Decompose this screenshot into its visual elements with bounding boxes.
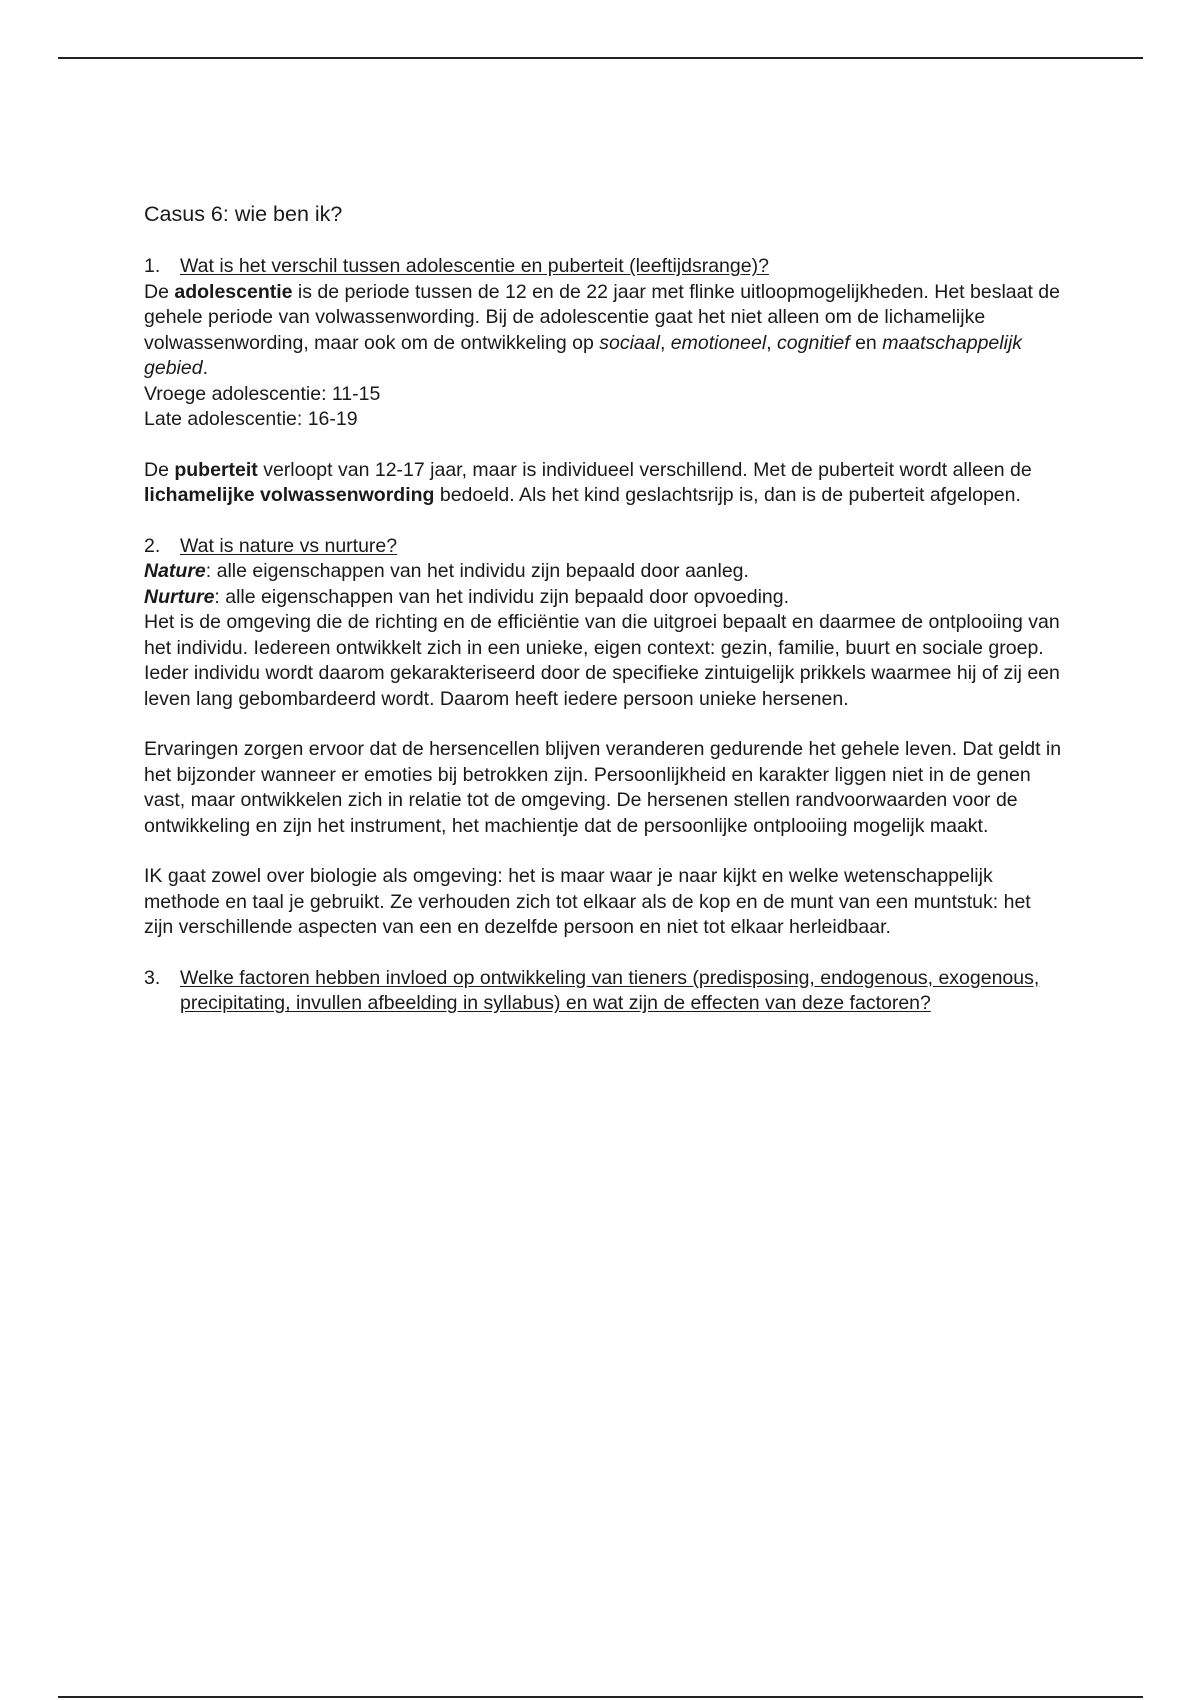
vroege-adolescentie-line: Vroege adolescentie: 11-15 [144,382,381,405]
pub-text-2: verloopt van 12-17 jaar, maar is individueel verschillend. Met de puberteit wordt alleen de [257,458,1032,481]
question-3 [144,966,1064,1017]
nature-text: : alle eigenschappen van het individu zijn bepaald door aanleg. [205,560,749,582]
document-body [144,200,1064,1017]
question-3-number: 3. [144,966,161,989]
nurture-label: Nurture [144,585,215,608]
question-1-text: Wat is het verschil tussen adolescentie en puberteit (leeftijdsrange)? [180,255,769,277]
spacer [144,839,1064,864]
adol-text-3: , [659,331,671,354]
adolescentie-paragraph [144,280,1064,382]
adol-text-6: . [202,357,208,379]
question-2-number: 2. [144,534,161,557]
spacer [144,941,1064,966]
pub-text-1: De [144,458,175,481]
adol-text-2: is de periode tussen de 12 en de 22 jaar met flinke uitloopmogelijkheden. Het beslaat de gehele periode van volwassenwording. Bij de adolescentie gaat het niet alleen om de lichamelijke volwassenwording, maar ook om de ontwikkeling op [144,280,1060,354]
pub-text-3: bedoeld. Als het kind geslachtsrijp is, dan is de puberteit afgelopen. [434,484,1021,506]
question-2 [144,534,1064,560]
footer-rule [58,1696,1143,1698]
spacer [144,433,1064,458]
spacer [144,712,1064,737]
adol-italic-maatschappelijk: maatschappelijk gebied [144,331,1023,379]
nature-line [144,559,1064,585]
puberteit-paragraph [144,458,1064,509]
spacer [144,509,1064,534]
question-2-text: Wat is nature vs nurture? [180,534,398,557]
nurture-text: : alle eigenschappen van het individu zijn bepaald door opvoeding. [214,585,790,608]
pub-bold-term: puberteit [174,458,258,481]
ervaringen-paragraph: Ervaringen zorgen ervoor dat de hersencellen blijven veranderen gedurende het gehele leven. Dat geldt in het bijzonder wanneer er emoties bij betrokken zijn. Persoonlijkheid en karakter liggen niet in de genen vast, maar ontwikkelen zich in relatie tot de omgeving. De hersenen stellen randvoorwaarden voor de ontwikkeling en zijn het instrument, het machientje dat de persoonlijke ontplooiing mogelijk maakt. [144,738,1062,837]
late-adolescentie-line: Late adolescentie: 16-19 [144,408,358,430]
question-1-number: 1. [144,255,161,277]
adol-italic-emotioneel: emotioneel [670,331,767,354]
adol-text-4: , [766,331,778,354]
question-1 [144,254,1064,280]
ik-paragraph: IK gaat zowel over biologie als omgeving: het is maar waar je naar kijkt en welke wetenschappelijk methode en taal je gebruikt. Ze verhouden zich tot elkaar als de kop en de munt van een muntstuk: het zijn verschillende aspecten van een en dezelfde persoon en niet tot elkaar herleidbaar. [144,865,1031,938]
adol-italic-cognitief: cognitief [777,331,850,354]
adol-text-5: en [849,331,883,354]
pub-bold-lichamelijk: lichamelijke volwassenwording [144,484,435,506]
omgeving-paragraph: Het is de omgeving die de richting en de efficiëntie van die uitgroei bepaalt en daarmee de ontplooiing van het individu. Iedereen ontwikkelt zich in een unieke, eigen context: gezin, familie, buurt en sociale groep. Ieder individu wordt daarom gekarakteriseerd door de specifieke zintuigelijk prikkels waarmee hij of zij een leven lang gebombardeerd wordt. Daarom heeft iedere persoon unieke hersenen. [144,611,1060,710]
nurture-line [144,585,1064,611]
adol-italic-sociaal: sociaal [599,331,660,354]
adol-bold-term: adolescentie [174,280,293,303]
document-title: Casus 6: wie ben ik? [144,202,343,226]
question-3-text: Welke factoren hebben invloed op ontwikkeling van tieners (predisposing, endogenous, exogenous, precipitating, invullen afbeelding in syllabus) en wat zijn de effecten van deze factoren? [180,966,1040,1014]
header-rule [58,57,1143,59]
adol-text-1: De [144,280,175,303]
nature-label: Nature [144,560,206,582]
